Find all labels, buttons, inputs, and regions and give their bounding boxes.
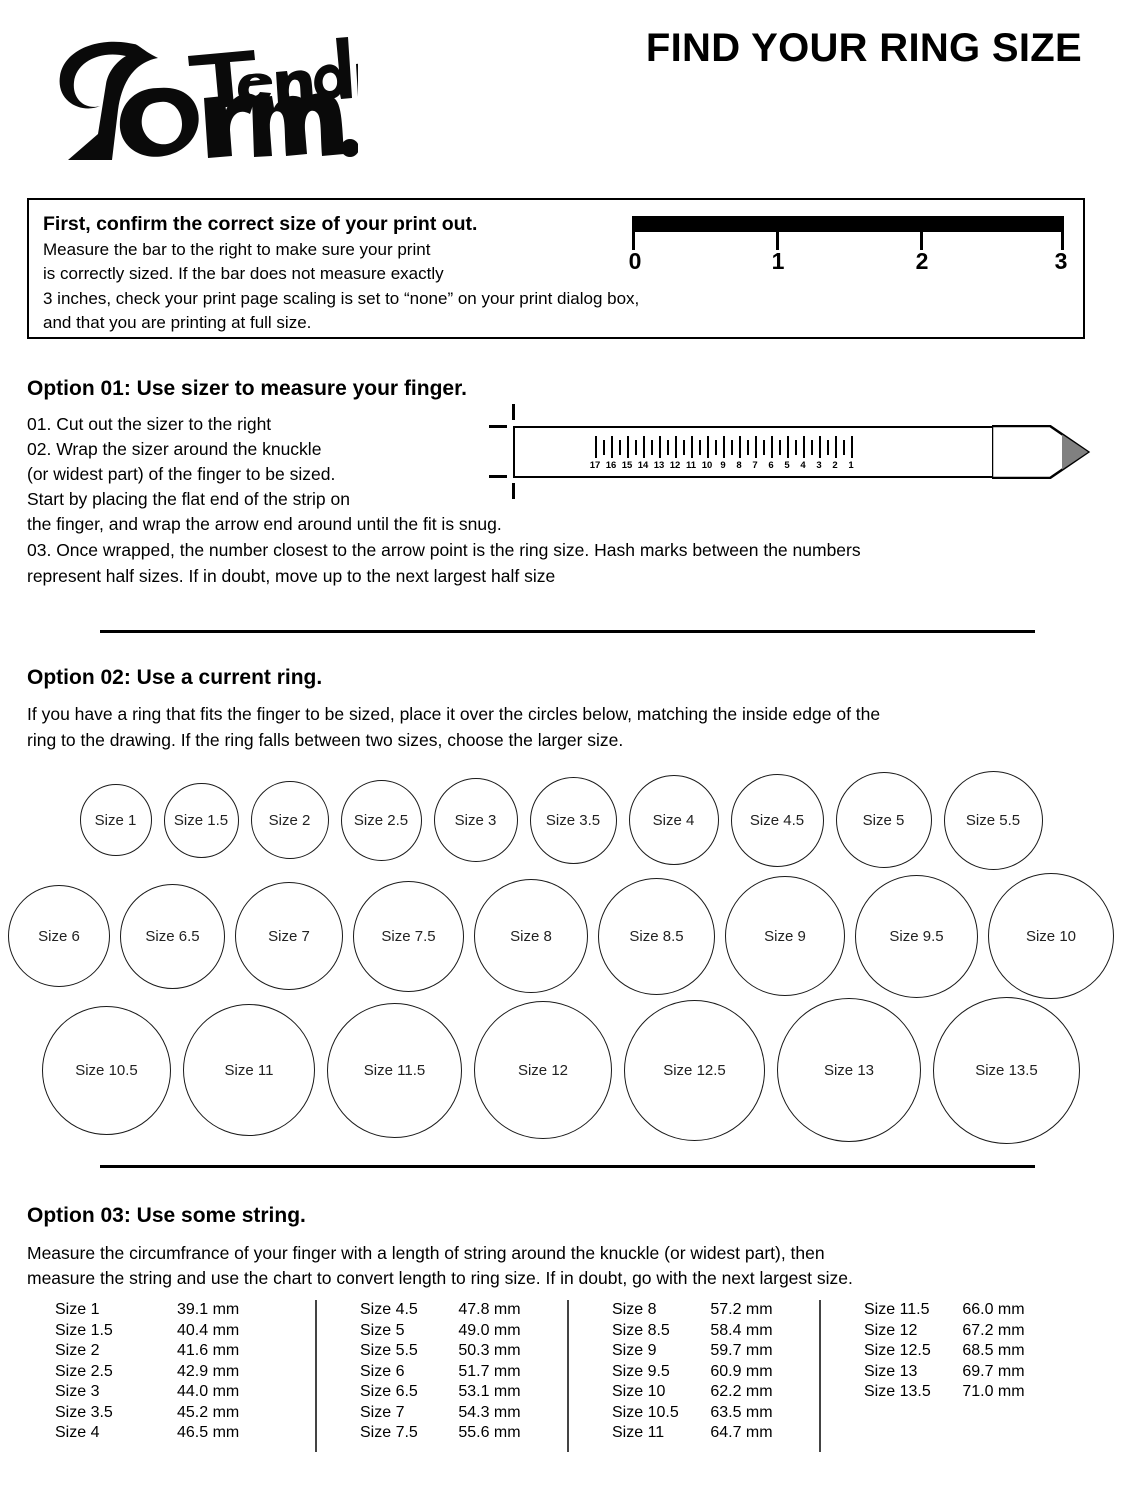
option-02-line-2: ring to the drawing. If the ring falls between two sizes, choose the larger size. [27,730,624,750]
conversion-size-label: Size 11.5 [864,1301,930,1318]
ring-size-circle[interactable] [8,885,110,987]
sizer-tick [611,436,613,458]
conversion-chart-row [55,1423,295,1444]
conversion-chart-row [55,1300,295,1321]
sizer-number: 16 [605,460,617,471]
tender-form-logo [38,14,358,169]
ring-size-circle-label: Size 9 [764,927,806,945]
conversion-size-label: Size 10.5 [612,1403,679,1421]
sizer-number: 8 [736,460,742,471]
conversion-mm-value: 55.6 mm [458,1424,521,1441]
calibration-title: First, confirm the correct size of your print out. [43,213,478,235]
ring-size-circle-label: Size 6.5 [145,927,200,945]
conversion-chart-row [612,1423,799,1444]
option-03-line-2: measure the string and use the chart to convert length to ring size. If in doubt, go with the next largest size. [27,1268,853,1288]
sizer-tick [715,440,717,455]
conversion-size-label: Size 13 [864,1362,918,1380]
ring-size-circle[interactable] [629,775,719,865]
conversion-chart-row [864,1300,1051,1321]
ring-size-circle-label: Size 6 [38,927,80,945]
conversion-chart-row [55,1362,295,1383]
ring-size-circle-label: Size 13.5 [975,1061,1038,1079]
ring-circle-row-2 [0,872,1122,1000]
ring-size-circle-label: Size 4 [652,811,695,829]
ring-size-circle-label: Size 13 [823,1061,875,1079]
conversion-mm-value: 68.5 mm [962,1342,1025,1359]
calibration-line-2: is correctly sized. If the bar does not measure exactly [43,264,444,284]
ring-size-circle[interactable] [42,1006,171,1135]
conversion-size-label: Size 9 [612,1342,657,1359]
conversion-chart-row [360,1321,547,1342]
print-calibration-box [27,198,1085,339]
option-01-line-5: the finger, and wrap the arrow end around until the fit is snug. [27,514,502,534]
conversion-chart-row [612,1382,799,1403]
ruler-label-3: 3 [1054,248,1068,274]
conversion-chart-row [55,1321,295,1342]
ring-size-circle[interactable] [434,778,518,862]
conversion-size-label: Size 6 [360,1362,405,1380]
sizer-tick [819,436,821,458]
conversion-chart-row [55,1403,295,1424]
conversion-chart-row [55,1382,295,1403]
ring-size-circle[interactable] [944,771,1043,870]
conversion-mm-value: 60.9 mm [710,1362,773,1380]
conversion-chart-row [864,1362,1051,1383]
sizer-number: 2 [832,460,838,471]
sizer-tick [595,436,597,458]
conversion-chart-row [612,1300,799,1321]
sizer-tick [683,440,685,455]
conversion-chart-row [360,1382,547,1403]
conversion-size-label: Size 6.5 [360,1383,418,1400]
conversion-size-label: Size 12.5 [864,1342,931,1359]
ruler-label-0: 0 [628,248,642,274]
sizer-number: 6 [768,460,774,471]
ring-size-circle[interactable] [183,1004,315,1136]
conversion-size-label: Size 2 [55,1342,100,1359]
conversion-size-label: Size 13.5 [864,1383,931,1400]
ring-size-circle[interactable] [353,881,464,992]
sizer-number: 4 [800,460,806,471]
ring-sizer-strip[interactable] [487,404,1087,504]
conversion-size-label: Size 8.5 [612,1321,670,1339]
tender-form-logo-mark [38,14,358,169]
conversion-size-label: Size 12 [864,1321,918,1339]
conversion-size-label: Size 4 [55,1424,100,1441]
option-01-heading: Option 01: Use sizer to measure your finger. [27,377,467,400]
conversion-size-label: Size 5.5 [360,1342,418,1359]
conversion-size-label: Size 2.5 [55,1362,113,1380]
ring-size-circle[interactable] [731,774,824,867]
page-header [0,0,1122,180]
ring-size-circle[interactable] [474,879,588,993]
sizer-number: 12 [669,460,681,471]
conversion-chart-row [360,1362,547,1383]
crop-mark-top-horizontal [489,425,507,428]
sizer-tick [795,440,797,455]
ring-size-circle[interactable] [530,777,617,864]
sizer-tick [771,436,773,458]
ring-size-circle-label: Size 8.5 [629,927,684,945]
sizer-tick [643,436,645,458]
ring-size-circle-label: Size 1 [94,811,137,829]
sizer-tick [667,440,669,455]
page-title: FIND YOUR RING SIZE [645,26,1082,70]
sizer-tick [651,440,653,455]
ring-size-circle[interactable] [251,781,329,859]
sizer-tick [699,440,701,455]
conversion-mm-value: 64.7 mm [710,1424,773,1441]
option-01-line-7: represent half sizes. If in doubt, move up to the next largest half size [27,566,556,586]
sizer-tick [603,440,605,455]
ring-size-circle-label: Size 10.5 [75,1061,138,1079]
ring-size-circle[interactable] [855,875,978,998]
option-03-heading: Option 03: Use some string. [27,1204,306,1227]
conversion-chart-column [307,1300,559,1460]
conversion-mm-value: 42.9 mm [177,1362,240,1380]
conversion-chart-row [55,1341,295,1362]
sizer-number: 17 [589,460,601,471]
ring-size-circle[interactable] [988,873,1114,999]
sizer-tick [675,436,677,458]
ring-size-circle[interactable] [80,784,152,856]
ring-size-circle[interactable] [341,780,422,861]
ring-size-circle-label: Size 11.5 [363,1061,426,1079]
crop-mark-bottom-vertical [512,483,515,499]
sizer-tick [787,436,789,458]
conversion-mm-value: 69.7 mm [962,1362,1025,1380]
ring-size-circle-label: Size 3 [454,811,497,829]
conversion-size-label: Size 11 [612,1424,665,1441]
conversion-mm-value: 50.3 mm [458,1342,521,1359]
conversion-size-label: Size 8 [612,1301,657,1318]
conversion-size-label: Size 3.5 [55,1403,113,1421]
sizer-arrow-head [992,425,1092,479]
conversion-chart-column [559,1300,811,1460]
sizer-number: 13 [653,460,665,471]
sizer-tick [755,436,757,458]
ring-size-circle-label: Size 12.5 [663,1061,726,1079]
sizer-number: 11 [685,460,697,471]
calibration-ruler [612,212,1072,280]
crop-mark-bottom-horizontal [489,475,507,478]
conversion-chart-row [612,1341,799,1362]
conversion-mm-value: 58.4 mm [710,1321,773,1339]
sizer-tick [851,436,853,458]
conversion-mm-value: 44.0 mm [177,1383,240,1400]
conversion-chart-row [360,1423,547,1444]
conversion-mm-value: 45.2 mm [177,1403,240,1421]
sizer-tick [739,436,741,458]
conversion-mm-value: 62.2 mm [710,1383,773,1400]
sizer-tick [803,436,805,458]
conversion-chart-row [360,1300,547,1321]
conversion-size-label: Size 7 [360,1403,405,1421]
conversion-mm-value: 40.4 mm [177,1321,240,1339]
ring-size-circle[interactable] [327,1003,462,1138]
conversion-size-label: Size 1.5 [55,1321,113,1339]
sizer-number: 14 [637,460,649,471]
sizer-tick [827,440,829,455]
option-01-line-6: 03. Once wrapped, the number closest to the arrow point is the ring size. Hash marks between the numbers [27,540,861,560]
crop-mark-top-vertical [512,404,515,420]
ring-size-circle[interactable] [624,1000,765,1141]
sizer-number: 5 [784,460,790,471]
ring-size-circle-label: Size 7.5 [381,927,436,945]
sizer-number: 9 [720,460,726,471]
conversion-mm-value: 47.8 mm [458,1301,521,1318]
conversion-size-label: Size 4.5 [360,1301,418,1318]
ring-size-circle[interactable] [933,997,1080,1144]
calibration-line-1: Measure the bar to the right to make sure your print [43,240,431,260]
ring-size-circle-label: Size 5.5 [965,811,1021,829]
ring-size-circle-label: Size 2 [268,811,311,829]
conversion-chart-row [612,1403,799,1424]
sizer-tick [779,440,781,455]
ring-size-circle-label: Size 8 [510,927,552,945]
ring-size-circle-label: Size 7 [268,927,310,945]
sizer-number: 10 [701,460,713,471]
sizer-number-group [587,460,867,474]
conversion-mm-value: 39.1 mm [177,1301,240,1318]
conversion-chart-row [612,1321,799,1342]
sizer-number: 1 [848,460,854,471]
ring-size-circle[interactable] [120,884,225,989]
ring-circle-row-1 [0,770,1122,870]
option-03-line-1: Measure the circumfrance of your finger with a length of string around the knuckle (or widest part), then [27,1243,825,1263]
sizer-number: 3 [816,460,822,471]
ring-size-circle-label: Size 11 [224,1061,274,1079]
conversion-chart-row [864,1341,1051,1362]
conversion-chart-row [360,1403,547,1424]
option-01-line-3: (or widest part) of the finger to be sized. [27,464,336,484]
ring-size-circle[interactable] [598,878,715,995]
option-01-line-4: Start by placing the flat end of the strip on [27,489,350,509]
conversion-chart-column [811,1300,1063,1460]
option-01-line-2: 02. Wrap the sizer around the knuckle [27,439,322,459]
conversion-chart-row [612,1362,799,1383]
sizer-tick [747,440,749,455]
ring-size-circle-label: Size 9.5 [889,927,944,945]
sizer-tick [619,440,621,455]
conversion-mm-value: 63.5 mm [710,1403,773,1421]
ring-size-circle-label: Size 3.5 [545,811,601,829]
sizer-tick [811,440,813,455]
conversion-mm-value: 53.1 mm [458,1383,521,1400]
conversion-chart-row [360,1341,547,1362]
option-01-line-1: 01. Cut out the sizer to the right [27,414,272,434]
conversion-mm-value: 46.5 mm [177,1424,240,1441]
sizer-number: 7 [752,460,758,471]
conversion-mm-value: 71.0 mm [962,1383,1025,1400]
sizer-tick-group [595,436,858,458]
ring-size-circle-label: Size 4.5 [749,811,805,829]
conversion-mm-value: 59.7 mm [710,1342,773,1359]
sizer-tick [691,436,693,458]
sizer-number: 15 [621,460,633,471]
ruler-bar [632,216,1064,232]
sizer-tick [731,440,733,455]
sizer-tick [635,440,637,455]
ring-size-circle-label: Size 2.5 [353,811,409,829]
conversion-chart-row [864,1321,1051,1342]
ring-size-circle[interactable] [164,783,239,858]
section-divider-2 [100,1165,1035,1168]
ring-size-circle-label: Size 5 [862,811,905,829]
conversion-mm-value: 49.0 mm [458,1321,521,1339]
sizer-tick [723,436,725,458]
ruler-label-2: 2 [915,248,929,274]
conversion-chart-row [864,1382,1051,1403]
calibration-text [43,211,643,335]
ring-size-circle[interactable] [235,882,343,990]
ring-size-circle[interactable] [836,772,932,868]
ring-size-circle-label: Size 1.5 [173,811,229,829]
conversion-mm-value: 67.2 mm [962,1321,1025,1339]
ring-size-circle-label: Size 10 [1025,927,1077,945]
conversion-size-label: Size 5 [360,1321,405,1339]
sizer-tick [763,440,765,455]
ring-size-circle[interactable] [777,998,921,1142]
conversion-mm-value: 66.0 mm [962,1301,1025,1318]
sizer-tick [707,436,709,458]
conversion-size-label: Size 9.5 [612,1362,670,1380]
sizer-tick [659,436,661,458]
conversion-size-label: Size 1 [55,1301,100,1318]
conversion-size-label: Size 7.5 [360,1424,418,1441]
ruler-label-1: 1 [771,248,785,274]
conversion-size-label: Size 3 [55,1383,100,1400]
conversion-mm-value: 41.6 mm [177,1342,240,1359]
conversion-size-label: Size 10 [612,1383,666,1400]
conversion-mm-value: 54.3 mm [458,1403,521,1421]
ring-size-circle[interactable] [474,1001,612,1139]
calibration-line-3: 3 inches, check your print page scaling is set to “none” on your print dialog box, [43,288,640,308]
ring-size-circle[interactable] [725,876,845,996]
sizer-tick [835,436,837,458]
ring-size-circle-label: Size 12 [517,1061,569,1079]
conversion-mm-value: 57.2 mm [710,1301,773,1318]
option-02-line-1: If you have a ring that fits the finger to be sized, place it over the circles below, matching the inside edge of the [27,704,881,724]
option-02-heading: Option 02: Use a current ring. [27,666,323,689]
section-divider-1 [100,630,1035,633]
conversion-chart-column [55,1300,307,1460]
sizer-tick [843,440,845,455]
calibration-line-4: and that you are printing at full size. [43,312,312,332]
conversion-mm-value: 51.7 mm [458,1362,521,1380]
size-conversion-chart [55,1300,1065,1460]
sizer-tick [627,436,629,458]
ring-circle-row-3 [0,995,1122,1145]
